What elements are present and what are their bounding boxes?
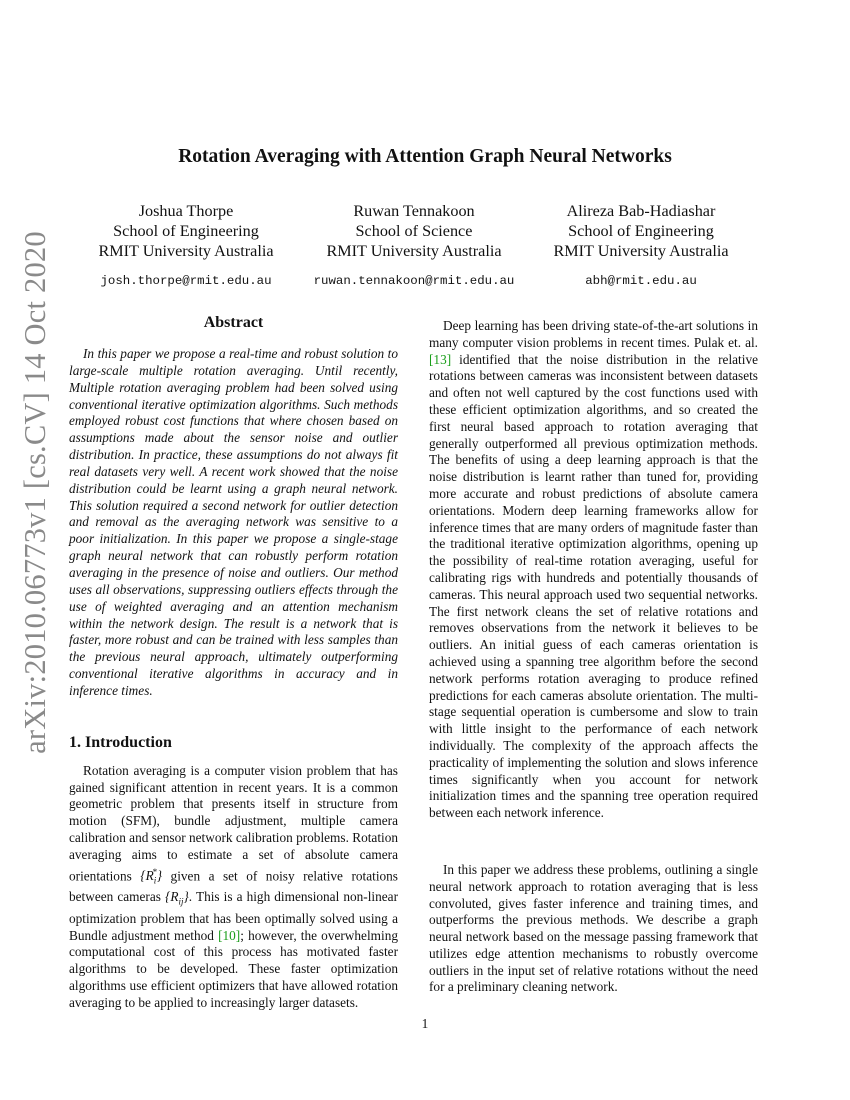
paragraph-text: Deep learning has been driving state-of-the-art solutions in many computer vision problems in recent times. Pulak et. al. bbox=[429, 318, 758, 350]
page-number: 1 bbox=[421, 1016, 429, 1031]
author-block-3 bbox=[521, 201, 761, 291]
paragraph-text: Rotation averaging is a computer vision problem that has gained significant attention in recent years. It is a common geometric problem that presents itself in structure from motion (SFM), bundle adjustment, multiple camera calibration and sensor network calibration problems. Rotation averaging aims to estimate a set of absolute camera orientations bbox=[69, 762, 399, 883]
absolute-rotations-symbol: $\{R_i^*\}$ bbox=[140, 866, 163, 886]
author-school: School of Science bbox=[355, 222, 473, 240]
introduction-paragraph-3: In this paper we address these problems, outlining a single neural network approach to rotation averaging that is less convoluted, gives faster inference and training times, and outperforms the previous methods. We describe a graph neural network based on the message passing framework that utilizes edge attention mechanisms to robustly overcome outliers in the input set of relative rotations without the need for a preliminary cleaning network. bbox=[429, 861, 758, 995]
author-university: RMIT University Australia bbox=[553, 242, 729, 260]
author-block-1 bbox=[66, 201, 306, 291]
abstract-heading: Abstract bbox=[203, 314, 264, 331]
author-name: Alireza Bab-Hadiashar bbox=[566, 202, 716, 220]
author-school: School of Engineering bbox=[568, 222, 714, 240]
paragraph-text: identified that the noise distribution in the relative rotations between cameras was inconsistent between datasets and often not well captured by the cost functions used with these efficient optimization algorithms, and so created the first neural based approach to rotation averaging that generally outperformed all previous optimization methods. The benefits of using a deep learning approach is that the noise distribution is learnt rather than tuned for, providing more accurate and robust predictions of absolute camera orientations. Modern deep learning frameworks allow for inference times that are many orders of magnitude faster than the traditional iterative optimization algorithms, opening up the possibility of real-time rotation averaging, useful for calibrating rigs with hundreds and potentially thousands of cameras. This neural approach used two sequential networks. The first network cleans the set of relative rotations and removes observations from the network it believes to be outliers. An initial guess of each cameras orientation is achieved using a spanning tree algorithm before the second network performs rotation averaging to produce refined predictions for each cameras absolute orientation. The multi-stage sequential operation is cumbersome and slow to train with little insight to the performance of each network individually. The complexity of the approach affects the practicality of implementing the solution and slows inference times significantly when you account for network initialization times and the spanning tree operation required between each network inference. bbox=[429, 351, 758, 821]
paragraph-text: . This is a high dimensional non-linear optimization problem that has been optimally solved using a Bundle adjustment method bbox=[69, 889, 398, 943]
author-email: josh.thorpe@rmit.edu.au bbox=[100, 274, 272, 288]
author-name: Ruwan Tennakoon bbox=[353, 202, 475, 220]
citation-link-10[interactable]: [10] bbox=[218, 927, 241, 943]
paper-title: Rotation Averaging with Attention Graph Neural Networks bbox=[178, 146, 672, 167]
abstract-text: In this paper we propose a real-time and robust solution to large-scale multiple rotation averaging. Until recently, Multiple rotation averaging problem had been solved using conventional iterative optimization algorithms. Such methods employed robust cost functions that where chosen based on assumptions made about the sensor noise and outlier distribution. In practice, these assumptions do not always fit real datasets very well. A recent work showed that the noise distribution could be learnt using a graph neural network. This solution required a second network for outlier detection and removal as the averaging network was sensitive to a poor initialization. In this paper we propose a single-stage graph neural network that can robustly perform rotation averaging in the presence of noise and outliers. Our method uses all observations, suppressing outliers effects through the use of weighted averaging and an attention mechanism within the network design. The result is a network that is faster, more robust and can be trained with less samples than the previous neural approach, ultimately outperforming conventional iterative algorithms in accuracy and in inference times. bbox=[69, 346, 398, 698]
introduction-paragraph-1 bbox=[69, 763, 398, 1012]
author-email: abh@rmit.edu.au bbox=[585, 274, 697, 288]
author-school: School of Engineering bbox=[113, 222, 259, 240]
right-column bbox=[429, 318, 758, 996]
author-email: ruwan.tennakoon@rmit.edu.au bbox=[313, 274, 515, 288]
paragraph-text: given a set of noisy relative rotations between cameras bbox=[69, 867, 398, 905]
citation-link-13[interactable]: [13] bbox=[429, 351, 452, 367]
author-block-2 bbox=[294, 201, 534, 291]
paragraph-text: ; however, the overwhelming computational cost of this process has motivated faster algorithms to be developed. These faster optimization algorithms use efficient optimizers that have allowed rotation averaging to be applied to increasingly larger datasets. bbox=[69, 927, 398, 1010]
relative-rotations-symbol: $\{R_{ij}\}$ bbox=[165, 889, 189, 908]
introduction-paragraph-2 bbox=[429, 318, 758, 822]
arxiv-identifier-stamp bbox=[10, 231, 60, 754]
introduction-heading: 1. Introduction bbox=[69, 733, 172, 751]
arxiv-identifier-text: arXiv:2010.06773v1 [cs.CV] 14 Oct 2020 bbox=[17, 231, 52, 754]
author-university: RMIT University Australia bbox=[326, 242, 502, 260]
left-column bbox=[69, 314, 398, 1012]
author-name: Joshua Thorpe bbox=[138, 202, 234, 220]
author-university: RMIT University Australia bbox=[98, 242, 274, 260]
